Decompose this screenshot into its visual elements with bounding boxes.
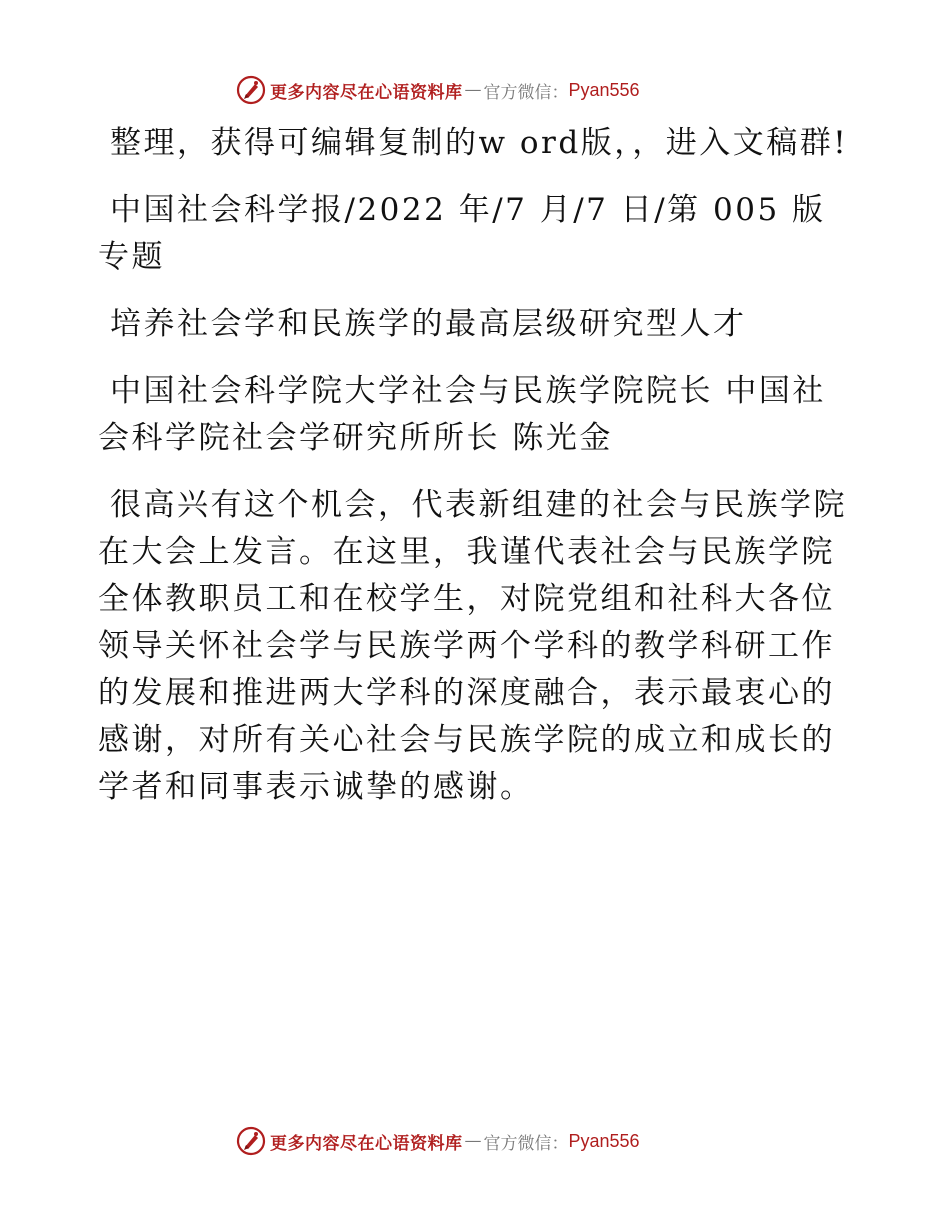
footer-banner[interactable] <box>236 1124 756 1158</box>
banner-wechat-id: Pyan556 <box>568 79 640 100</box>
document-body <box>98 120 858 831</box>
pen-nib-logo-icon <box>236 1126 266 1156</box>
banner-title: 更多内容尽在心语资料库 <box>270 82 463 103</box>
banner-wechat-id: Pyan556 <box>568 1130 640 1151</box>
body-paragraph: 很高兴有这个机会，代表新组建的社会与民族学院在大会上发言。在这里，我谨代表社会与民族学院全体教职员工和在校学生，对院党组和社科大各位领导关怀社会学与民族学两个学科的教学科研工作的发展和推进两大学科的深度融合，表示最衷心的感谢，对所有关心社会与民族学院的成立和成长的学者和同事表示诚挚的感谢。 <box>98 487 847 805</box>
pen-nib-logo-icon <box>236 75 266 105</box>
banner-wechat-label: 官方微信： <box>483 1133 569 1154</box>
article-title: 培养社会学和民族学的最高层级研究型人才 <box>110 306 747 342</box>
source-line: 中国社会科学报/2022 年/7 月/7 日/第 005 版专题 <box>98 192 826 275</box>
banner-dash: — <box>464 80 482 100</box>
banner-title: 更多内容尽在心语资料库 <box>270 1133 463 1154</box>
header-banner[interactable] <box>236 73 756 107</box>
banner-dash: — <box>464 1131 482 1151</box>
intro-paragraph: 整理，获得可编辑复制的w ord版，，进入文稿群! <box>110 125 849 161</box>
author-line: 中国社会科学院大学社会与民族学院院长 中国社会科学院社会学研究所所长 陈光金 <box>98 373 826 456</box>
banner-wechat-label: 官方微信： <box>483 82 569 103</box>
